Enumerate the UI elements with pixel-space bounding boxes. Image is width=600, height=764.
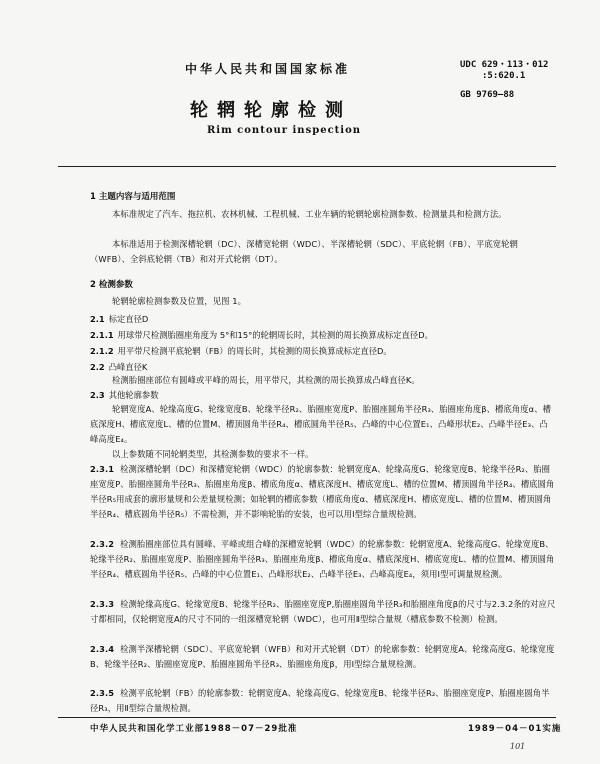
clause-text: 凸峰直径K	[108, 362, 148, 372]
clause-text: 检测轮缘高度G、轮缘宽度B、轮缘半径R₂、胎圈座宽度P,胎圈座圆角半径R₃和胎圈座角度β的尺寸与2.3.2条的对应尺寸都相同，仅轮辋宽度A的尺寸不同的一组深槽宽轮辋（WDC），也可用Ⅱ型综合量规（槽底参数不检测）检测。	[90, 599, 556, 624]
gb-number: GB 9769—88	[460, 90, 515, 100]
clause-2-3-note: 以上参数随不同轮辋类型，其检测参数的要求不一样。	[112, 449, 314, 459]
clause-text: 用平带尺检测平底轮辋（FB）的周长时，其检测的周长换算成标定直径D。	[117, 346, 392, 356]
clause-number: 2.1.1	[90, 330, 114, 340]
clause-2-3-2	[90, 537, 556, 582]
clause-2-3	[90, 389, 159, 401]
clause-number: 2.3.3	[90, 599, 115, 609]
section-1-paragraph-2: 本标准适用于检测深槽轮辋（DC）、深槽宽轮辋（WDC）、半深槽轮辋（SDC）、平底轮辋（FB）、平底宽轮辋（WFB）、全斜底轮辋（TB）和对开式轮辋（DT）。	[90, 239, 518, 264]
clause-number: 2.3.1	[90, 464, 115, 474]
clause-text: 检测半深槽轮辋（SDC）、平底宽轮辋（WFB）和对开式轮辋（DT）的轮廓参数：轮辋宽度A、轮缘高度G、轮缘宽度B、轮缘半径R₂、胎圈座宽度P、胎圈座圆角半径R₃、胎圈座角度β，用Ⅰ型综合量规检测。	[90, 644, 555, 669]
section-1-heading: 1 主题内容与适用范围	[90, 192, 176, 202]
doc-title-en: Rim contour inspection	[207, 125, 362, 136]
doc-title-cn: 轮辋轮廓检测	[190, 100, 352, 121]
approval-line: 中华人民共和国化学工业部1988－07－29批准	[90, 724, 298, 734]
page-number: 101	[510, 742, 526, 751]
clause-2-3-1	[90, 462, 556, 522]
udc-code	[460, 60, 548, 82]
clause-text: 用球带尺检测胎圈座角度为 5°和15°的轮辋周长时，其检测的周长换算成标定直径D。	[117, 330, 433, 340]
clause-2-1-2	[90, 345, 392, 357]
section-2-heading: 2 检测参数	[90, 280, 133, 290]
clause-text: 检测深槽轮辋（DC）和深槽宽轮辋（WDC）的轮廓参数：轮辋宽度A、轮缘高度G、轮缘宽度B、轮缘半径R₂、胎圈座宽度P、胎圈座圆角半径R₃、胎圈座角度β、槽底角度α、槽底深度H、槽底宽度L、槽的位置M、槽顶圆角半径R₄、槽底圆角半径R₅用成套的廓形量规和公差量规检测；如轮辋的槽底参数（槽底角度α、槽底深度H、槽底宽度L、槽的位置M、槽顶圆角半径R₄、槽底圆角半径R₅）不需检测，并不影响轮胎的安装，也可以用Ⅰ型综合量规检测。	[90, 464, 555, 519]
clause-text: 检测胎圈座部位具有圆峰、平峰或组合峰的深槽宽轮辋（WDC）的轮廓参数：轮辋宽度A、轮缘高度G、轮缘宽度B、轮缘半径R₂、胎圈座宽度P、胎圈座圆角半径R₃、胎圈座角度β、槽底角度α、槽底深度H、槽底宽度L、槽的位置M、槽顶圆角半径R₄、槽底圆角半径R₅、凸峰的中心位置E₁、凸峰形状E₂、凸峰半径E₃、凸峰高度E₄，须用Ⅰ型可调量规检测。	[90, 539, 555, 579]
clause-2-1	[90, 313, 148, 325]
udc-line-2: :5:620.1	[482, 71, 526, 81]
clause-text: 标定直径D	[108, 314, 149, 324]
section-2-intro: 轮辋轮廓检测参数及位置，见图 1。	[112, 296, 247, 306]
standard-title: 中华人民共和国国家标准	[185, 62, 351, 76]
udc-line-1: UDC 629・113・012	[460, 60, 549, 70]
clause-text: 其他轮廓参数	[108, 390, 159, 400]
clause-number: 2.2	[90, 362, 105, 372]
clause-2-3-4	[90, 642, 556, 672]
clause-2-3-paragraph: 轮辋宽度A、轮缘高度G、轮缘宽度B、轮缘半径R₂、胎圈座宽度P、胎圈座圆角半径R₃、胎圈座角度β、槽底角度α、槽底深度H、槽底宽度L、槽的位置M、槽顶圆角半径R₄、槽底圆角半径R₅、凸峰的中心位置E₁、凸峰形状E₂、凸峰半径E₃、凸峰高度E₄。	[90, 404, 552, 444]
clause-number: 2.1.2	[90, 346, 114, 356]
effective-date: 1989－04－01实施	[468, 724, 562, 734]
bottom-rule	[58, 717, 556, 718]
clause-2-2-paragraph: 检测胎圈座部位有圆峰或平峰的周长，用平带尺，其检测的周长换算成凸峰直径K。	[112, 375, 420, 385]
clause-number: 2.3.2	[90, 539, 115, 549]
clause-number: 2.1	[90, 314, 105, 324]
clause-number: 2.3	[90, 390, 105, 400]
clause-2-1-1	[90, 329, 433, 341]
clause-text: 检测平底轮辋（FB）的轮廓参数：轮辋宽度A、轮缘高度G、轮缘宽度B、轮缘半径R₂、胎圈座宽度P、胎圈座圆角半径R₃，用Ⅱ型综合量规检测。	[90, 688, 550, 713]
clause-2-2	[90, 361, 147, 373]
clause-number: 2.3.5	[90, 688, 115, 698]
top-rule	[58, 166, 556, 167]
section-1-paragraph-1: 本标准规定了汽车、拖拉机、农林机械、工程机械、工业车辆的轮辋轮廓检测参数、检测量具和检测方法。	[112, 209, 507, 219]
clause-2-3-5	[90, 686, 556, 716]
clause-number: 2.3.4	[90, 644, 115, 654]
clause-2-3-3	[90, 597, 556, 627]
